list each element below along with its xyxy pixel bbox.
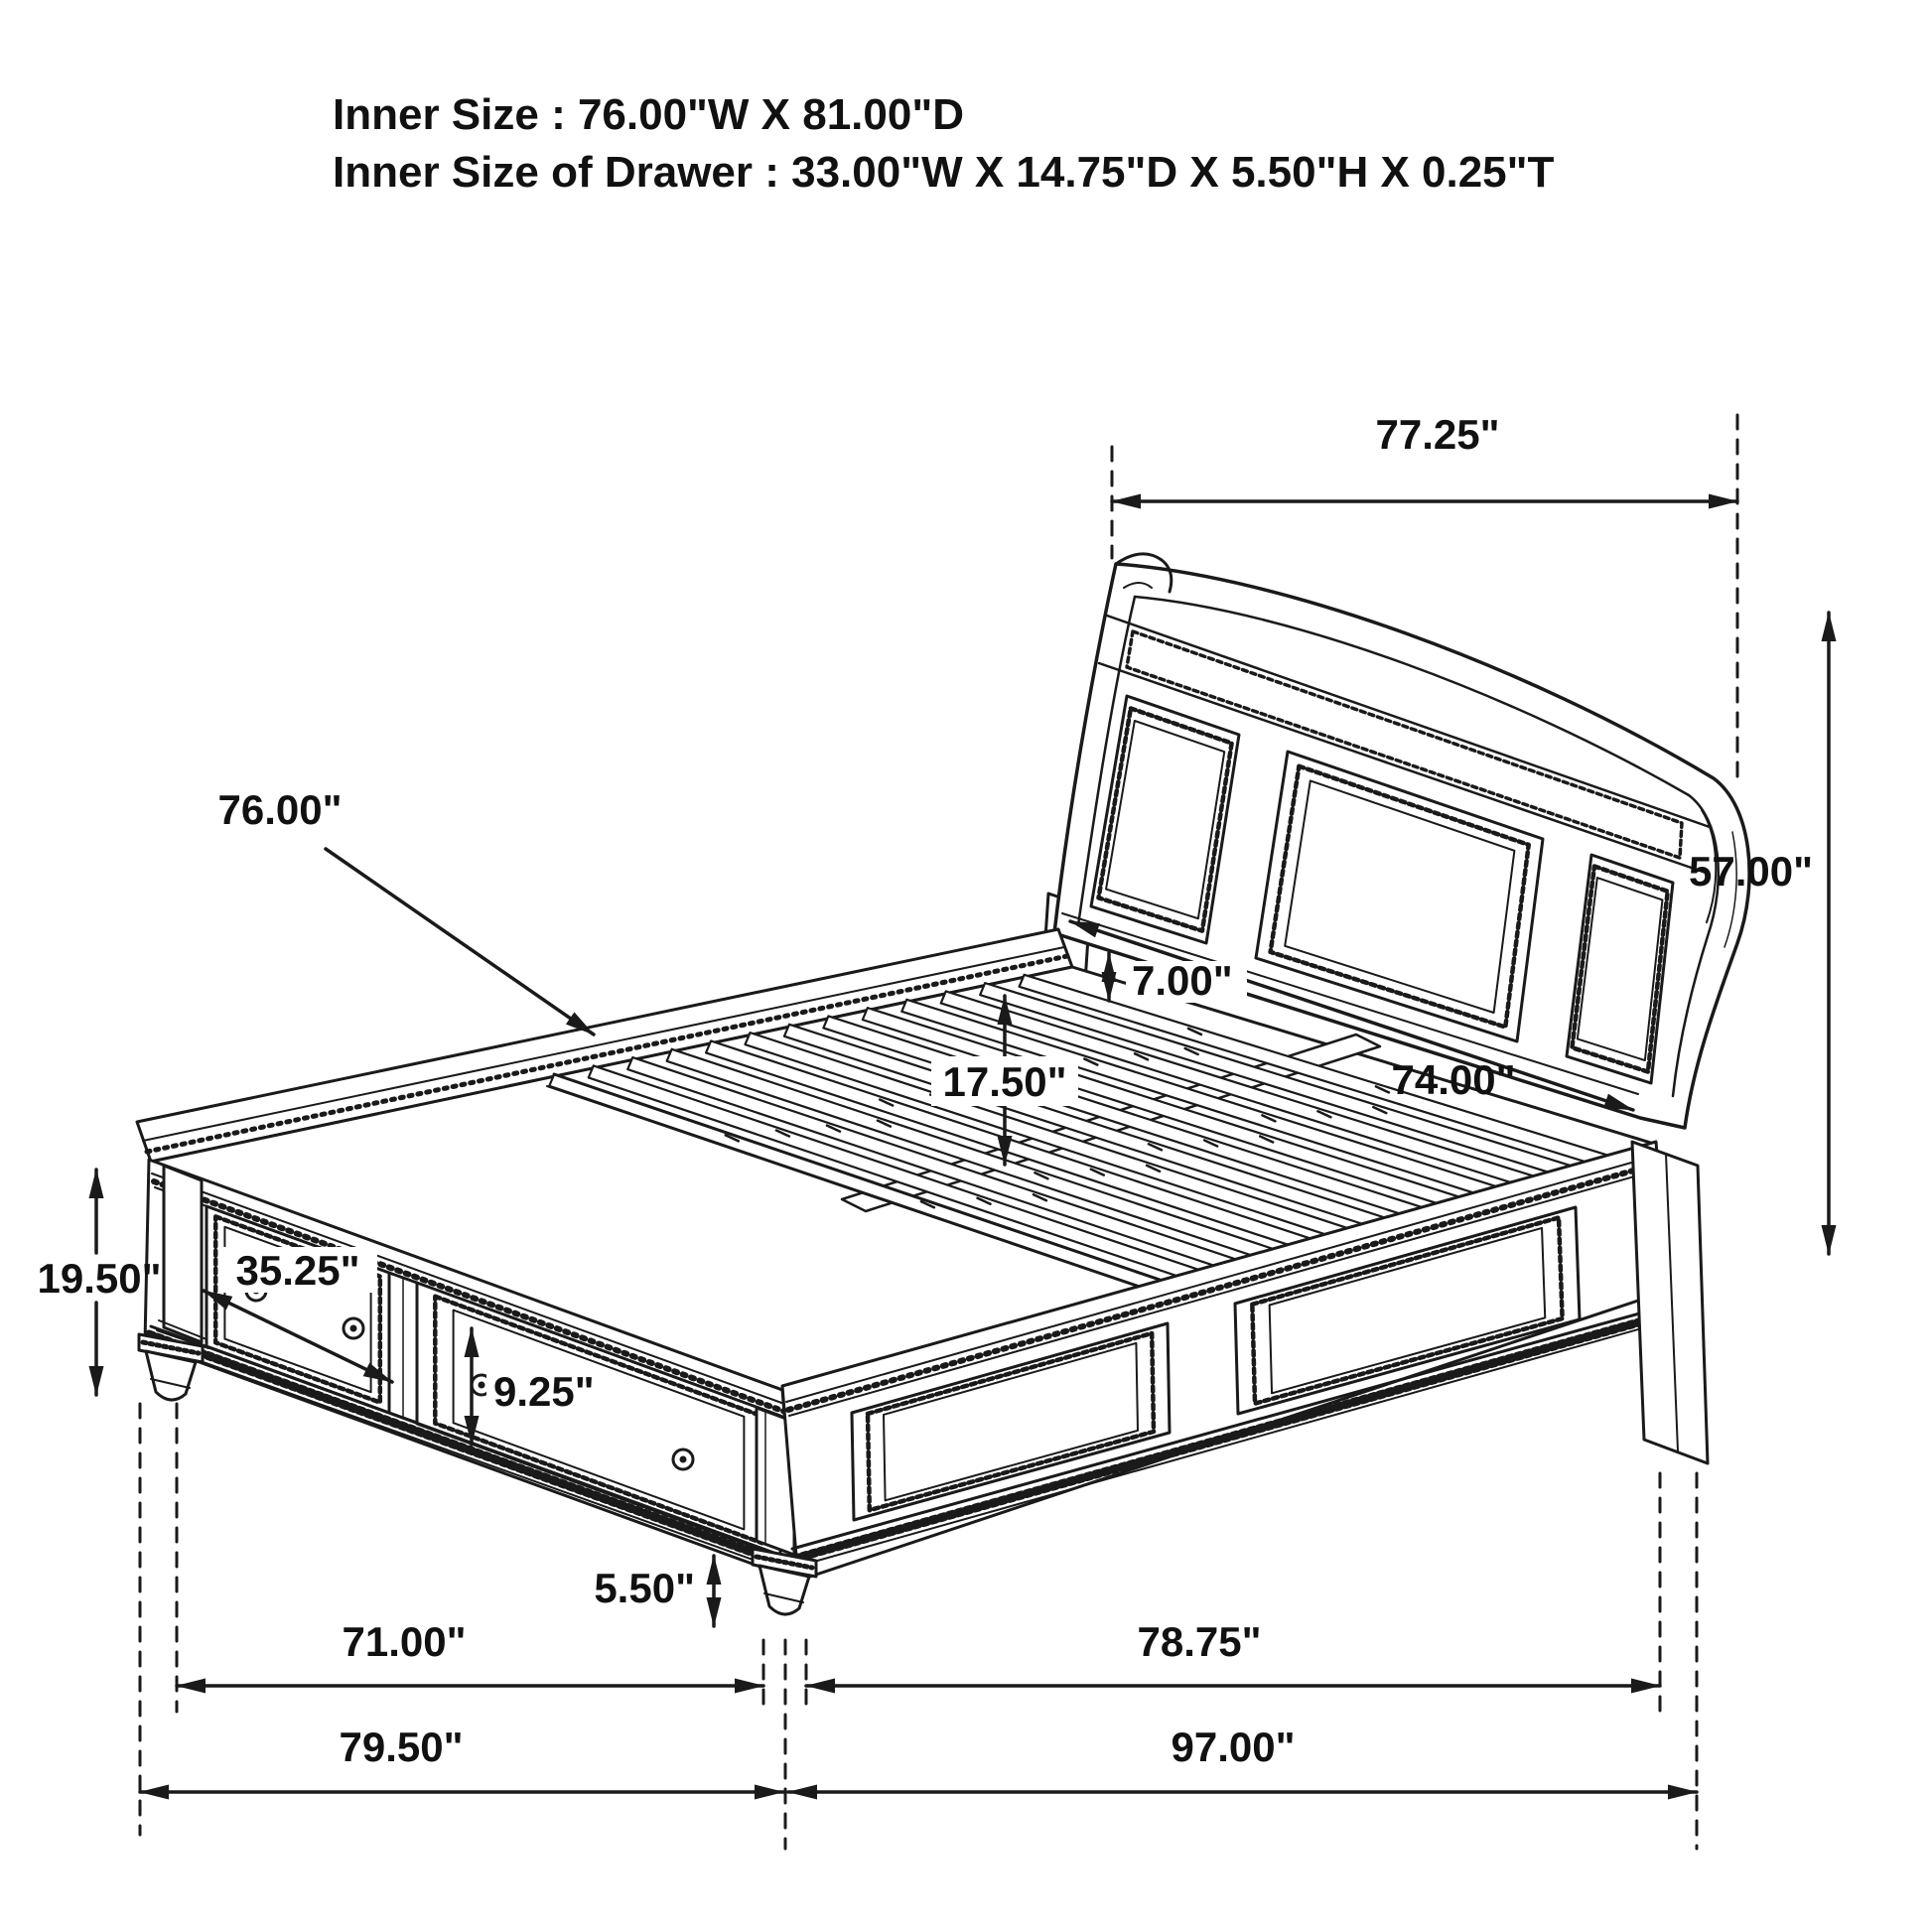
drawing-header (333, 90, 1555, 197)
front-center-foot (753, 1549, 816, 1614)
dimension-label: 19.50" (37, 1255, 162, 1302)
inner-size-label: Inner Size : 76.00"W X 81.00"D (333, 90, 964, 139)
dimension-line (326, 849, 594, 1035)
dimension-label: 5.50" (594, 1565, 695, 1611)
dimension-label: 35.25" (235, 1247, 360, 1294)
dim-overall-length (788, 1724, 1697, 1792)
dimension-label: 7.00" (1132, 957, 1233, 1004)
dimension-label: 71.00" (342, 1618, 467, 1665)
dimension-label: 97.00" (1171, 1724, 1296, 1770)
dim-slat-length (217, 786, 594, 1035)
dimension-label: 74.00" (1391, 1056, 1516, 1103)
dim-footboard-span (177, 1618, 763, 1686)
dimension-label: 9.25" (493, 1368, 595, 1415)
dim-siderail-span (806, 1618, 1660, 1686)
dim-foot-height (594, 1556, 714, 1626)
dimension-label: 57.00" (1688, 848, 1813, 895)
dimension-label: 78.75" (1137, 1618, 1262, 1665)
dimension-label: 79.50" (339, 1724, 464, 1770)
front-left-foot (139, 1334, 203, 1400)
dim-rail-height (37, 1170, 161, 1395)
headboard-right-leg (1632, 1142, 1708, 1463)
front-left-pilaster (164, 1166, 202, 1342)
inner-drawer-size-label: Inner Size of Drawer : 33.00"W X 14.75"D X 5.50"H X 0.25"T (333, 148, 1555, 197)
dim-headboard-width (1112, 411, 1737, 501)
dimension-label: 17.50" (942, 1058, 1067, 1105)
dimension-label: 77.25" (1375, 411, 1500, 458)
bed-drawing (37, 411, 1829, 1849)
dimension-label: 76.00" (217, 786, 343, 833)
dim-overall-width (140, 1724, 783, 1792)
dim-headboard-clearance (1109, 953, 1247, 1004)
